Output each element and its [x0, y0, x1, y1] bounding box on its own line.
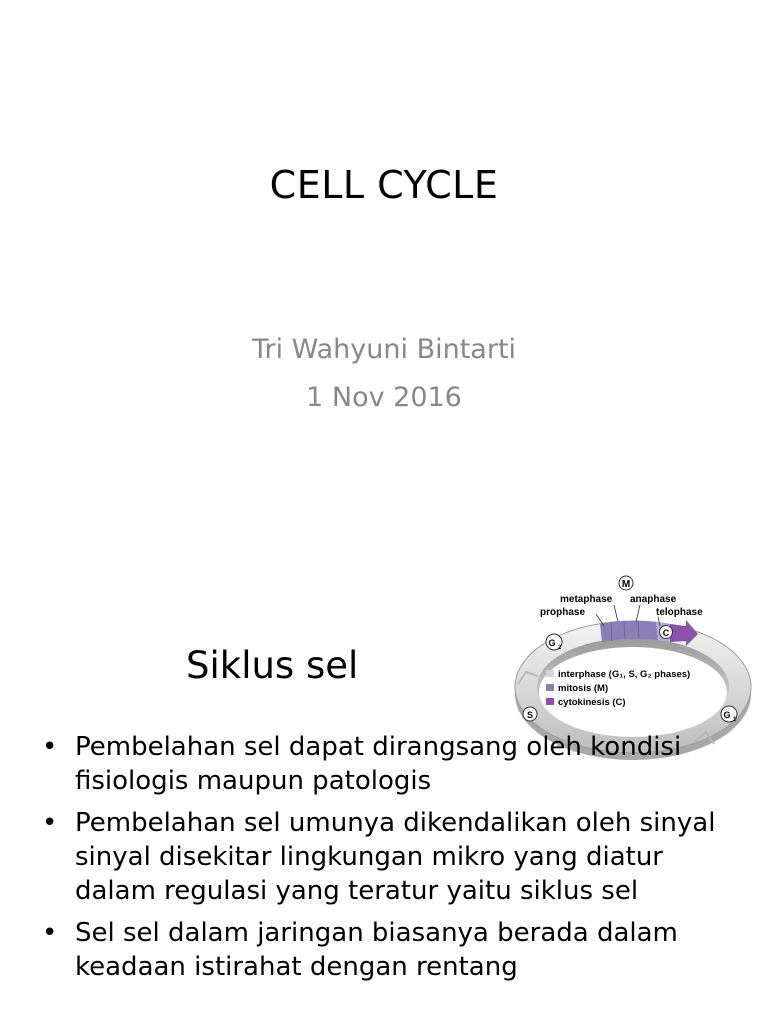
g1-phase-subscript: 1: [733, 717, 737, 723]
metaphase-pointer: [614, 605, 618, 622]
legend-mitosis: mitosis (M): [558, 683, 609, 694]
telophase-label: telophase: [656, 607, 703, 618]
legend-swatch-interphase: [546, 670, 554, 677]
legend-interphase: interphase (G₁, S, G₂ phases): [558, 669, 691, 680]
bullet-item: • Sel sel dalam jaringan biasanya berada dalam keadaan istirahat dengan rentang: [36, 916, 726, 984]
anaphase-pointer: [636, 605, 640, 622]
legend-swatch-cytokinesis: [546, 698, 554, 705]
bullet-list: [36, 730, 726, 992]
s-phase-label: S: [526, 710, 534, 720]
c-phase-label: C: [662, 628, 670, 638]
slide-title: CELL CYCLE: [269, 163, 499, 207]
content-slide: [0, 560, 768, 1024]
mitosis-segment: [600, 621, 658, 642]
g2-phase-label: G: [548, 638, 556, 648]
m-phase-label: M: [621, 579, 631, 590]
metaphase-label: metaphase: [560, 594, 613, 605]
legend-swatch-mitosis: [546, 684, 554, 691]
author-name: Tri Wahyuni Bintarti: [251, 334, 517, 365]
legend-cytokinesis: cytokinesis (C): [558, 697, 626, 708]
anaphase-label: anaphase: [630, 594, 677, 605]
presentation-date: 1 Nov 2016: [306, 382, 462, 413]
bullet-item: • Pembelahan sel umunya dikendalikan oleh sinyal sinyal disekitar lingkungan mikro yang diatur dalam regulasi yang teratur yaitu siklus sel: [36, 806, 726, 908]
g1-phase-label: G: [723, 710, 731, 720]
section-title: Siklus sel: [186, 644, 359, 687]
bullet-item: • Pembelahan sel dapat dirangsang oleh kondisi fisiologis maupun patologis: [36, 730, 726, 798]
g2-phase-subscript: 2: [558, 645, 562, 651]
prophase-label: prophase: [540, 607, 586, 618]
